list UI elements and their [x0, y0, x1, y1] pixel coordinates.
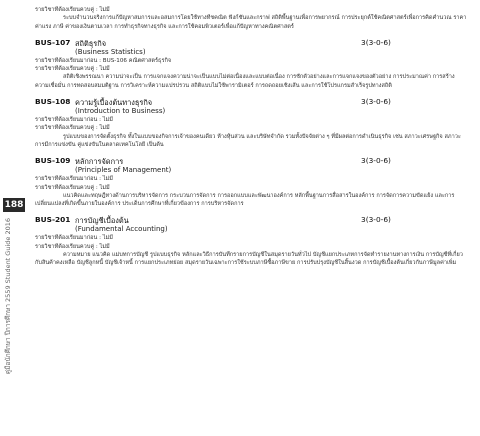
course-block [35, 36, 467, 90]
course-name-en: (Introduction to Business) [75, 107, 166, 116]
course-credits: 3(3-0-6) [361, 215, 391, 225]
course-prereq: รายวิชาที่ต้องเรียนมาก่อน : ไม่มี [35, 117, 113, 124]
course-coreq: รายวิชาที่ต้องเรียนควบคู่ : ไม่มี [35, 184, 110, 191]
course-name-en: (Business Statistics) [75, 47, 146, 56]
intro-prereq: รายวิชาที่ต้องเรียนควบคู่ : ไม่มี [35, 7, 110, 13]
course-block [35, 95, 467, 149]
course-code: BUS-109 [35, 156, 71, 166]
course-header [35, 213, 467, 225]
side-vertical-title: คู่มือนักศึกษา ปีการศึกษา 2559 Student Guide 2016 [4, 218, 12, 375]
course-description: สถิติเชิงพรรณนา ความน่าจะเป็น การแจกแจงความน่าจะเป็นแบบไม่ต่อเนื่องและแบบต่อเนื่อง การชักตัวอย่างและการแจกแจงของตัวอย่าง การประมาณค่า การสร้างความเชื่อมั่น การทดสอบสมมติฐาน การวิเคราะห์ความแปรปรวน สถิติแบบไม่ใช้พารามิเตอร์ การถดถอยเชิงเส้น และการใช้โปรแกรมสำเร็จรูปทางสถิติ [35, 74, 455, 89]
course-name-th: การบัญชีเบื้องต้น [75, 216, 129, 226]
page-number: 188 [4, 200, 24, 210]
course-description: แนวคิดและทฤษฎีทางด้านการบริหารจัดการ กระบวนการจัดการ การออกแบบและพัฒนาองค์การ หลักพื้นฐานการสื่อสารในองค์การ การจัดการความขัดแย้ง และการเปลี่ยนแปลงที่เกิดขึ้นภายในองค์การ ประเด็นการศึกษาที่เกี่ยวข้องการ การบริหารจัดการ [35, 192, 455, 208]
course-header [35, 154, 467, 166]
course-description: ความหมาย แนวคิด แม่บทการบัญชี รูปแบบธุรกิจ หลักและวิธีการบันทึกรายการบัญชีในสมุดรายวันทั่วไป บัญชีแยกประเภทการจัดทำรายงานทางการเงิน การบัญชีที่เกี่ยวกับสินค้าคงเหลือ บัญชีลูกหนี้ บัญชีเจ้าหนี้ การแยกประเภทย่อย สมุดรายวันเฉพาะการใช้ระบบภาษีซื้อภาษีขาย การปรับปรุงบัญชีในสิ้นงวด การบัญชีเบื้องต้นเกี่ยวกับภาษีมูลค่าเพิ่ม [35, 252, 463, 267]
course-coreq: รายวิชาที่ต้องเรียนควบคู่ : ไม่มี [35, 243, 110, 250]
course-code: BUS-201 [35, 215, 71, 225]
course-name-th: ความรู้เบื้องต้นทางธุรกิจ [75, 98, 153, 108]
course-coreq: รายวิชาที่ต้องเรียนควบคู่ : ไม่มี [35, 125, 110, 132]
course-credits: 3(3-0-6) [361, 37, 391, 47]
course-code: BUS-107 [35, 37, 71, 47]
course-name-en: (Principles of Management) [75, 166, 172, 175]
course-prereq: รายวิชาที่ต้องเรียนมาก่อน : BUS-106 คณิตศาสตร์ธุรกิจ [35, 57, 172, 64]
course-description: รูปแบบของการจัดตั้งธุรกิจ ทั้งในแบบของกิจการเจ้าของคนเดียว ห้างหุ้นส่วน และบริษัทจำกัด รวมทั้งปัจจัยต่าง ๆ ที่มีผลต่อการดำเนินธุรกิจ เช่น สภาวะเศรษฐกิจ สภาวะการมีการแข่งขัน คู่แข่งขันในตลาดเทคโนโลยี เป็นต้น [35, 133, 461, 148]
course-credits: 3(3-0-6) [361, 97, 391, 107]
intro-description: ระบบจำนวนจริงการแก้ปัญหาสมการและอสมการโดยใช้ทางทีชคณิต ฟังก์ชันและกราฟ สถิติพื้นฐานเพื่อการพยากรณ์ การประยุกต์ใช้คณิตศาสตร์เพื่อการคิดคำนวณ ราคา ค่าแรง ภาษี ค่าของเงินตามเวลา การทำธุรกิจทางธุรกิจ และการใช้คอมพิวเตอร์เพื่อแก้ปัญหาทางคณิตศาสตร์ [35, 15, 467, 30]
course-name-th: หลักการจัดการ [75, 157, 124, 167]
course-prereq: รายวิชาที่ต้องเรียนมาก่อน : ไม่มี [35, 176, 113, 183]
course-header [35, 95, 467, 107]
course-block [35, 213, 467, 267]
course-block [35, 154, 467, 208]
course-code: BUS-108 [35, 97, 71, 107]
side-tab [0, 198, 26, 375]
page-content [35, 6, 467, 268]
course-prereq: รายวิชาที่ต้องเรียนมาก่อน : ไม่มี [35, 235, 113, 242]
course-name-en: (Fundamental Accounting) [75, 225, 168, 234]
course-name-th: สถิติธุรกิจ [75, 38, 107, 48]
course-coreq: รายวิชาที่ต้องเรียนควบคู่ : ไม่มี [35, 66, 110, 73]
course-credits: 3(3-0-6) [361, 156, 391, 166]
course-header [35, 36, 467, 48]
